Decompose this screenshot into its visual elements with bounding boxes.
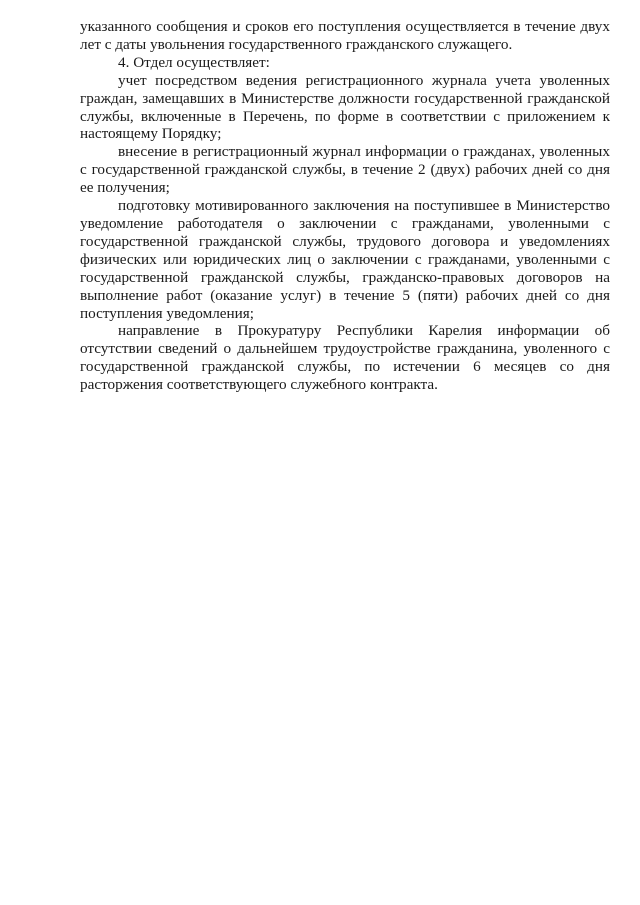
paragraph-prosecutor-notice: направление в Прокуратуру Республики Карелия информации об отсутствии сведений о дальнейшем трудоустройстве гражданина, уволенного с государственной гражданской службы, по истечении 6 месяцев со дня расторжения соответствующего служебного контракта. (80, 322, 610, 394)
paragraph-journal-accounting: учет посредством ведения регистрационного журнала учета уволенных граждан, замещавших в Министерстве должности государственной гражданской службы, включенные в Перечень, по форме в соответствии с приложением к настоящему Порядку; (80, 71, 610, 143)
paragraph-journal-entry: внесение в регистрационный журнал информации о гражданах, уволенных с государственной гражданской службы, в течение 2 (двух) рабочих дней со дня ее получения; (80, 143, 610, 197)
paragraph-continuation: указанного сообщения и сроков его поступления осуществляется в течение двух лет с даты увольнения государственного гражданского служащего. (80, 18, 610, 53)
document-body (80, 18, 610, 394)
paragraph-reasoned-conclusion: подготовку мотивированного заключения на поступившее в Министерство уведомление работодателя о заключении с гражданами, уволенными с государственной гражданской службы, трудового договора и уведомлениях физических или юридических лиц о заключении с гражданами, уволенными с государственной гражданской службы, гражданско-правовых договоров на выполнение работ (оказание услуг) в течение 5 (пяти) рабочих дней со дня поступления уведомления; (80, 197, 610, 322)
paragraph-section-4-heading: 4. Отдел осуществляет: (118, 53, 270, 71)
